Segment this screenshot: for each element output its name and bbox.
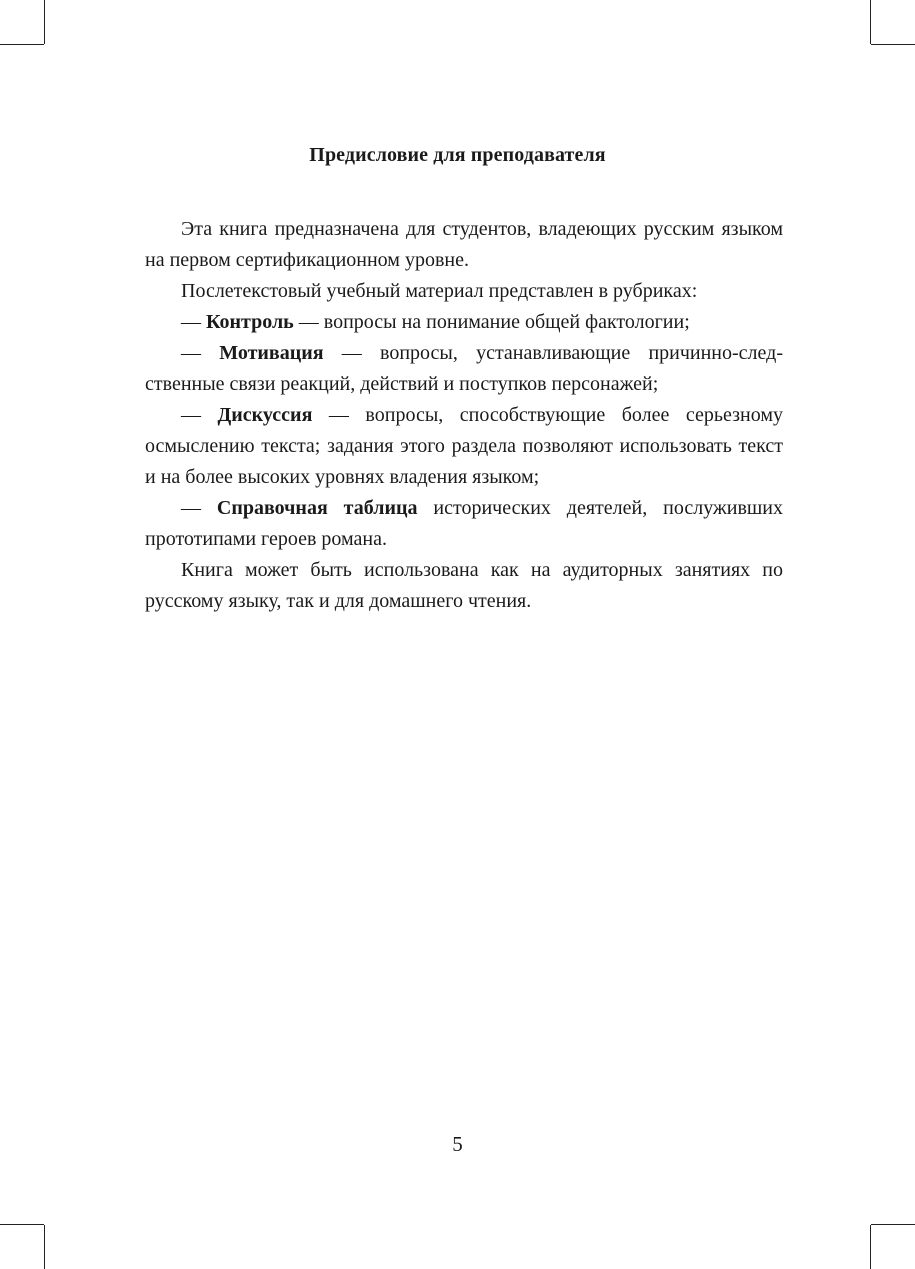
rubric-term-control: Контроль [206, 311, 294, 333]
dash: — [181, 342, 220, 364]
rubric-description: — вопросы, устанавливающие причинно-следственные связи реакций, действий и поступков персонажей; [145, 342, 783, 395]
dash: — [181, 311, 206, 333]
crop-mark-bottom-right-horizontal [871, 1224, 915, 1225]
crop-mark-top-right-vertical [870, 0, 871, 44]
rubric-description: исторических деятелей, послуживших прототипами героев романа. [145, 497, 783, 550]
crop-mark-top-left-horizontal [0, 44, 44, 45]
rubric-term-reference-table: Справочная таблица [216, 497, 418, 519]
paragraph-rubric-control [145, 307, 783, 338]
rubric-description: — вопросы, способствующие более серьезному осмыслению текста; задания этого раздела позволяют использовать текст и на более высоких уровнях владения языком; [145, 404, 783, 488]
paragraph-rubric-discussion [145, 400, 783, 493]
dash: — [181, 497, 217, 519]
rubric-term-discussion: Дискуссия [217, 404, 313, 426]
page-number: 5 [452, 1132, 463, 1156]
paragraph-rubric-motivation [145, 338, 783, 400]
paragraph-usage: Книга может быть использована как на аудиторных занятиях по русскому языку, так и для домашнего чтения. [145, 559, 783, 612]
rubric-description: — вопросы на понимание общей фактологии; [293, 311, 690, 333]
rubric-term-motivation: Мотивация [219, 342, 324, 364]
crop-mark-bottom-right-vertical [870, 1225, 871, 1269]
crop-mark-bottom-left-horizontal [0, 1224, 44, 1225]
crop-mark-top-left-vertical [44, 0, 45, 44]
paragraph-intro: Эта книга предназначена для студентов, владеющих русским языком на первом сертификационном уровне. [145, 218, 783, 271]
dash: — [181, 404, 218, 426]
crop-mark-top-right-horizontal [871, 44, 915, 45]
crop-mark-bottom-left-vertical [44, 1225, 45, 1269]
paragraph-rubric-reference-table [145, 493, 783, 555]
body-text [145, 214, 783, 617]
paragraph-rubrics-intro: Послетекстовый учебный материал представлен в рубриках: [181, 280, 698, 302]
page-title: Предисловие для преподавателя [309, 144, 606, 166]
